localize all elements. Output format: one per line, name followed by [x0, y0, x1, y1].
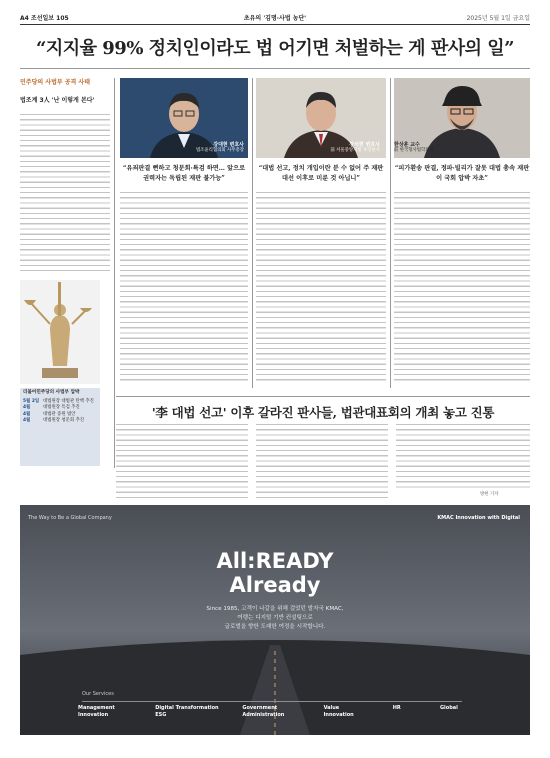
ad-service-item: Digital Transformation ESG: [155, 705, 219, 718]
interviewee-1-quote: “유죄판결 뻔하고 청문회·특검 하면… 앞으로 권력자는 독립된 재판 불가능”: [122, 165, 246, 182]
ad-service-item: Value Innovation: [323, 705, 354, 718]
interviewee-3-quote: “피가환송 판결, 정파·빌리가 잘못 대법 총속 재판이 국회 압박 자초”: [394, 165, 530, 182]
story2-headline: '李 대법 선고' 이후 갈라진 판사들, 법관대표회의 개최 놓고 진통: [151, 405, 495, 420]
ad-subtext-line: 여렝는 디지털 기반 컨설팅으로: [237, 615, 313, 621]
interviewee-3-name: 한상훈 교수: [394, 142, 420, 148]
justice-statue-image: [20, 280, 100, 384]
column-rule: [390, 78, 391, 388]
ad-tagline-left: The Way to Be a Global Company: [28, 515, 112, 521]
timeline-date: 4월: [23, 405, 31, 410]
timeline-date: 5월 2일: [23, 398, 40, 404]
story2-col1: [116, 424, 248, 498]
ad-services-label: Our Services: [82, 691, 114, 697]
interviewee-1-body-text: [120, 192, 248, 384]
section-title: 초유의 '김명·사법 농단': [243, 15, 307, 22]
main-headline: “지지율 99% 정치인이라도 법 어기면 처벌하는 게 판사의 일”: [35, 38, 515, 59]
ad-subtext: [20, 605, 530, 632]
interviewee-2-body-text: [256, 192, 386, 384]
column-rule: [114, 78, 115, 468]
interviewee-1-affiliation: 법조윤리협의회 사무총장: [195, 148, 244, 153]
interviewee-3-body-text: [394, 192, 530, 384]
ad-service-item: Government Administration: [242, 705, 285, 718]
story2-byline: 방현 기자: [480, 492, 499, 497]
ad-service-item: Management Innovation: [78, 705, 115, 718]
sidebar-title: 법조계 3人 '난 이렇게 본다': [20, 97, 95, 104]
ad-tagline-right: KMAC Innovation with Digital: [437, 515, 520, 521]
timeline-text: 대법관 증원 법안: [43, 411, 76, 417]
page-date: 2025년 5월 1일 금요일: [466, 15, 530, 22]
ad-subtext-line: 글로벌을 향한 도래한 여정을 시작합니다.: [224, 624, 326, 630]
column-rule: [252, 78, 253, 388]
headline-rule: [20, 68, 530, 69]
timeline-box: [20, 388, 100, 466]
ad-service-item: HR: [392, 705, 401, 711]
timeline-text: 대법원장 청문회 추진: [43, 418, 84, 423]
interviewee-1-caption: [120, 142, 244, 154]
interviewee-2-name: 강석현 변호사: [349, 142, 380, 148]
page-label: A4 조선일보 105: [20, 15, 69, 22]
story2-col3: [396, 424, 530, 490]
interviewee-2-quote: “대법 선고, 정치 개입이란 분 수 없어 주 재판 대선 이후로 미룬 것 아닙니”: [258, 165, 384, 182]
timeline-row: [20, 418, 100, 425]
story2-col2: [256, 424, 388, 498]
interviewee-1-name: 강대현 변호사: [213, 142, 244, 148]
ad-service-item: Global: [439, 705, 458, 711]
timeline-date: 4월: [23, 418, 31, 423]
ad-headline-1: All:READY: [216, 549, 334, 573]
interviewee-2-affiliation: 前 서울중앙지법 부장판사: [330, 148, 380, 153]
timeline-text: 대법원장 대법관 탄핵 추진: [43, 398, 94, 404]
timeline-text: 대법원장 특검 추진: [43, 405, 80, 410]
interviewee-2-caption: [256, 142, 380, 154]
story-rule: [116, 396, 530, 397]
ad-services-rule: [82, 701, 462, 702]
ad-headline-2: Already: [229, 573, 321, 597]
interviewee-3-affiliation: 前 한국형사법학회장: [394, 148, 434, 153]
interviewee-3-caption: [394, 142, 454, 154]
timeline-title: 더불어민주당의 사법부 압박: [23, 390, 80, 395]
timeline-date: 4월: [23, 411, 31, 417]
kmac-advertisement: [20, 505, 530, 735]
ad-subtext-line: Since 1985, 고객이 나갈을 위해 걸었던 발자국 KMAC,: [206, 606, 344, 612]
sidebar-kicker: 민주당의 사법부 공격 사태: [20, 79, 91, 86]
sidebar-body-text: [20, 114, 110, 274]
page-header: [20, 10, 530, 25]
ad-services-list: [78, 705, 470, 719]
